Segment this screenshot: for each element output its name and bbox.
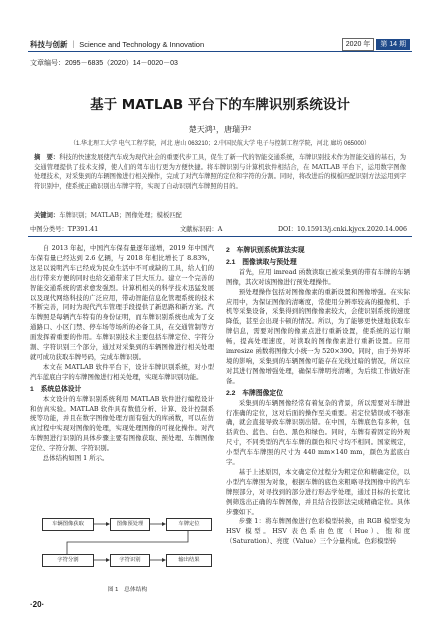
- abstract-line: 科技的快速发展使汽车成为现代社会的重要代步工具，促生了新一代的智能交通系统，车牌识别技术作: [59, 154, 343, 161]
- box-plate-location: 车牌定位: [166, 518, 212, 531]
- journal-name-en: Science and Technology & Innovation: [79, 40, 205, 49]
- issue-number: 第 14 期: [376, 39, 410, 50]
- right-column: [226, 244, 410, 547]
- clc-number: 中图分类号：TP391.41: [30, 226, 99, 233]
- body-paragraph: 首先，应用 imread 函数读取已被采集到的带有车牌的车辆图像，其次对该图像进行预处理操作。: [226, 267, 410, 286]
- box-char-segmentation: 字符分割: [42, 554, 94, 567]
- left-column: [30, 244, 214, 464]
- body-paragraph: 本文在 MATLAB 软件平台下，设计车牌识别系统，对小型汽车蓝底白字的车牌图像进行相关处理，实现车牌识别功能。: [30, 362, 214, 381]
- body-paragraph: 步骤 1：将车牌图像进行色彩模型转换，由 RGB 模型变为 HSV 模型。HSV 表色系由色度（Hue）、饱和度（Saturation）、亮度（Value）三个分量构成。色彩模型转: [226, 517, 410, 546]
- keywords-label: 关键词：: [34, 212, 60, 219]
- issue-badge: [342, 38, 410, 51]
- body-paragraph: 本文设计的车牌识别系统利用 MATLAB 软件进行编程设计和仿真实验。MATLAB 软件具有数值分析、计算、设计控制系统等功能，并且在数字图像处理方面有强大的库函数，可以在仿真过程中实现对图像的处理，实现处理图像的可视化操作。对汽车牌照进行识别的具体步骤主要有图像获取、预处理、车牌图像定位、字符分割、字符识别。: [30, 394, 214, 453]
- journal-name-cn: 科技与创新: [30, 40, 68, 49]
- body-paragraph: 自 2013 年起，中国汽车保有量逐年递增，2019 年中国汽车保有量已经达到 2.6 亿辆，与 2018 年相比增长了 8.83%，这足以说明汽车已经成为民众生活中不可或缺的工具，给人们的出行带来方便的同时也给交通带来了巨大压力。建立一个完善的智能交通系统的需求愈发强烈。计算机相关的科学技术迅猛发展以及现代网络科技的广泛应用，带动智能信息化管理系统的技术不断完善，同时为现代汽车管理手段提供了新思路和新方案。汽车牌照是每辆汽车特有的身份证明，而车牌识别系统也成为了交通路口、小区门禁、停车场等场所的必备工具，在交通管制等方面发挥着重要的作用。车牌识别技术主要包括车牌定位、字符分割、字符识别三个部分，通过对采集到的车辆图像进行相关处理就可成功获取车牌号码，完成车牌识别。: [30, 244, 214, 361]
- meta-divider: [28, 236, 412, 237]
- abstract-line: 自动识别汽车牌照的目的。: [166, 182, 242, 190]
- page-number: ·20·: [30, 600, 45, 609]
- body-paragraph: 基于上述原因，本文确定位过程分为粗定位和精确定位，以小型汽车牌照为对象，根据车牌的底色来粗略寻找图像中的汽车牌照部分，对寻找到的部分进行形态学处理，通过目标的长宽比例筛选出正确的车牌图像，并且结合投影法完成精确定位。具体步骤如下。: [226, 467, 410, 516]
- abstract-line: 为智能交通的基石，为交通管理提供了技术支撑，使人们的驾车出行更为方便快捷。将车牌识别与计算机软件相: [34, 154, 407, 171]
- keywords-text: 车牌识别；MATLAB；图像处理；模板匹配: [59, 212, 182, 219]
- paper-title: 基于 MATLAB 平台下的车牌识别系统设计: [90, 97, 350, 113]
- body-paragraph: 预处理操作包括对图像像素的重新设置和图像增强。在实际应用中，为保证图像的清晰度，常使用分辨率较高的摄像机、手机等采集设备，采集得到的图像像素较大，会使识别系统的速度降低，甚至会出现卡顿的情况。所以，为了能够更快速地获取车牌信息，需要对图像的像素点进行重新设置，使系统的运行顺畅，提高处理速度，对读取的图像像素进行重新设置。应用 imresize 函数将图像大小统一为 520×390。同时，由于外界环境的影响，采集到的车辆图像可能存在光线过暗的情况，所以应对其进行图像增强处理，确保车牌明亮清晰，为后续工作做好准备。: [226, 287, 410, 385]
- box-image-acquisition: 车辆图像获取: [42, 518, 94, 531]
- figure-caption: 图 1 总体结构: [107, 587, 148, 593]
- abstract: [34, 153, 406, 191]
- figure-1-flowchart: [40, 512, 215, 594]
- doi: DOI：10.15913/j.cnki.kjycx.2020.14.006: [278, 226, 407, 233]
- document-code: 文献标识码：A: [180, 226, 223, 233]
- issue-year: 2020 年: [342, 38, 375, 51]
- section-heading: 2.2 车牌图像定位: [226, 389, 284, 397]
- box-output-result: 输出结果: [166, 554, 212, 567]
- header-divider: [28, 51, 412, 52]
- section-heading: 2 车牌识别系统算法实现: [226, 247, 305, 254]
- article-number: 文章编号：2095－6835（2020）14－0020－03: [30, 60, 178, 67]
- affiliations: （1.华北理工大学 电气工程学院，河北 唐山 063210；2.中国民航大学 电子与控制工程学院，河北 廊坊 065000）: [69, 141, 371, 147]
- abstract-line: 结合，在 MATLAB 平台下，运用数字图像处理技术，对采集到的车辆图像进行相关操作，完成了对汽车牌照的定: [34, 163, 406, 181]
- box-char-recognition: 字符识别: [110, 554, 150, 567]
- section-heading: 2.1 图像读取与预处理: [226, 258, 297, 266]
- box-preprocessing: 图像预处理: [110, 518, 150, 531]
- abstract-line: 位和字符的分割。同时，将改进后的模板匹配识别方法运用到字符识别中，使系统正确识别出车牌字符，实现了: [34, 173, 407, 190]
- body-paragraph: 采集到的车辆图像经常有着复杂的背景，所以需要对车牌进行准确的定位，这对后面的操作至关重要。若定位错误或不够准确，就会直接导致车牌识别出错。在中国，车牌底色有多种，包括黄色、蓝色、白色、黑色和绿色。同时，车牌有着固定的外观尺寸，不同类型的汽车车牌的颜色和尺寸均不相同。国家规定，小型汽车车牌照的尺寸为 440 mm×140 mm，颜色为蓝底白字。: [226, 398, 410, 467]
- journal-name: 科技与创新 ｜ Science and Technology & Innovation: [30, 40, 205, 49]
- authors: 楚天鸿¹，唐瑞尹²: [188, 125, 252, 134]
- body-paragraph: 总体结构如图 1 所示。: [42, 454, 109, 463]
- keywords: [34, 210, 406, 219]
- abstract-label: 摘 要：: [34, 154, 60, 161]
- section-heading: 1 系统总体设计: [30, 385, 82, 393]
